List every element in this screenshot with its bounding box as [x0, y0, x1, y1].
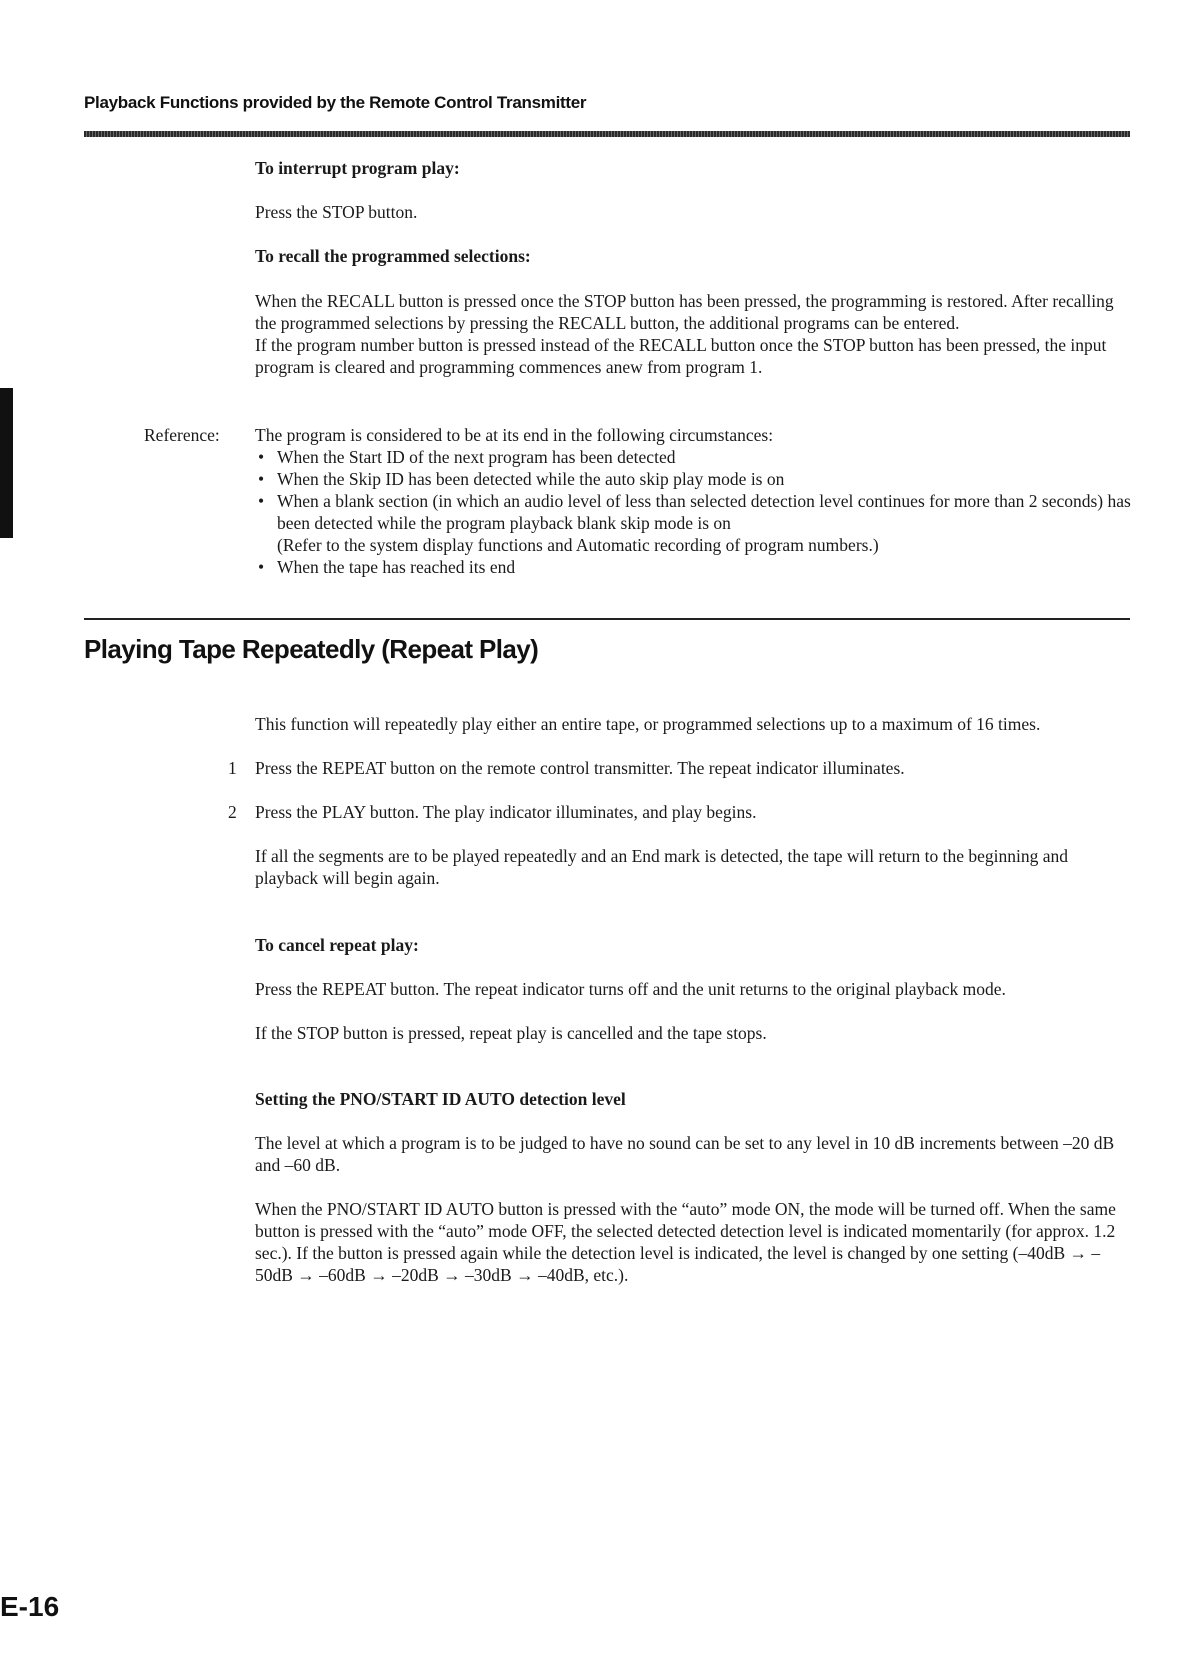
reference-list	[255, 446, 1135, 534]
recall-body	[255, 290, 1135, 378]
cancel-paragraph-2: If the STOP button is pressed, repeat play is cancelled and the tape stops.	[255, 1023, 767, 1043]
step-number: 2	[228, 802, 237, 822]
reference-note: (Refer to the system display functions and Automatic recording of program numbers.)	[277, 535, 879, 555]
header-rule	[84, 131, 1130, 137]
step-text: Press the REPEAT button on the remote control transmitter. The repeat indicator illuminates.	[255, 758, 905, 778]
recall-heading: To recall the programmed selections:	[255, 246, 531, 266]
reference-item: • When the tape has reached its end	[255, 556, 1135, 578]
cancel-heading: To cancel repeat play:	[255, 935, 419, 955]
pno-paragraph-1: The level at which a program is to be judged to have no sound can be set to any level in 10 dB increments between –20 dB and –60 dB.	[255, 1133, 1115, 1175]
running-head: Playback Functions provided by the Remote Control Transmitter	[84, 93, 587, 112]
interrupt-heading: To interrupt program play:	[255, 158, 460, 178]
step-number: 1	[228, 758, 237, 778]
page-number: E-16	[0, 1591, 60, 1622]
section-rule	[84, 618, 1130, 620]
reference-intro: The program is considered to be at its end in the following circumstances:	[255, 425, 774, 445]
reference-item: • When the Start ID of the next program has been detected	[255, 446, 1135, 468]
recall-paragraph-2: If the program number button is pressed instead of the RECALL button once the STOP button has been pressed, the input program is cleared and programming commences anew from program 1.	[255, 335, 1107, 377]
repeat-intro: This function will repeatedly play either an entire tape, or programmed selections up to a maximum of 16 times.	[255, 714, 1041, 734]
reference-body	[255, 424, 1135, 578]
reference-item: • When a blank section (in which an audio level of less than selected detection level continues for more than 2 seconds) has been detected while the program playback blank skip mode is on	[255, 490, 1135, 534]
language-side-tab	[0, 388, 13, 538]
cancel-paragraph-1: Press the REPEAT button. The repeat indicator turns off and the unit returns to the original playback mode.	[255, 979, 1006, 999]
step-text: Press the PLAY button. The play indicator illuminates, and play begins.	[255, 802, 757, 822]
pno-paragraph-2: When the PNO/START ID AUTO button is pressed with the “auto” mode ON, the mode will be turned off. When the same button is pressed with the “auto” mode OFF, the selected detected detection level is indicated momentarily (for approx. 1.2 sec.). If the button is pressed again while the detection level is indicated, the level is changed by one setting (–40dB → –50dB → –60dB → –20dB → –30dB → –40dB, etc.).	[255, 1199, 1116, 1285]
interrupt-text: Press the STOP button.	[255, 202, 418, 222]
recall-paragraph-1: When the RECALL button is pressed once the STOP button has been pressed, the programming is restored. After recalling the programmed selections by pressing the RECALL button, the additional programs can be entered.	[255, 291, 1114, 333]
section-title: Playing Tape Repeatedly (Repeat Play)	[84, 634, 539, 664]
pno-heading: Setting the PNO/START ID AUTO detection level	[255, 1089, 626, 1109]
repeat-note: If all the segments are to be played repeatedly and an End mark is detected, the tape will return to the beginning and playback will begin again.	[255, 846, 1068, 888]
reference-label: Reference:	[144, 425, 220, 445]
reference-item: • When the Skip ID has been detected while the auto skip play mode is on	[255, 468, 1135, 490]
reference-list-tail	[255, 556, 1135, 578]
